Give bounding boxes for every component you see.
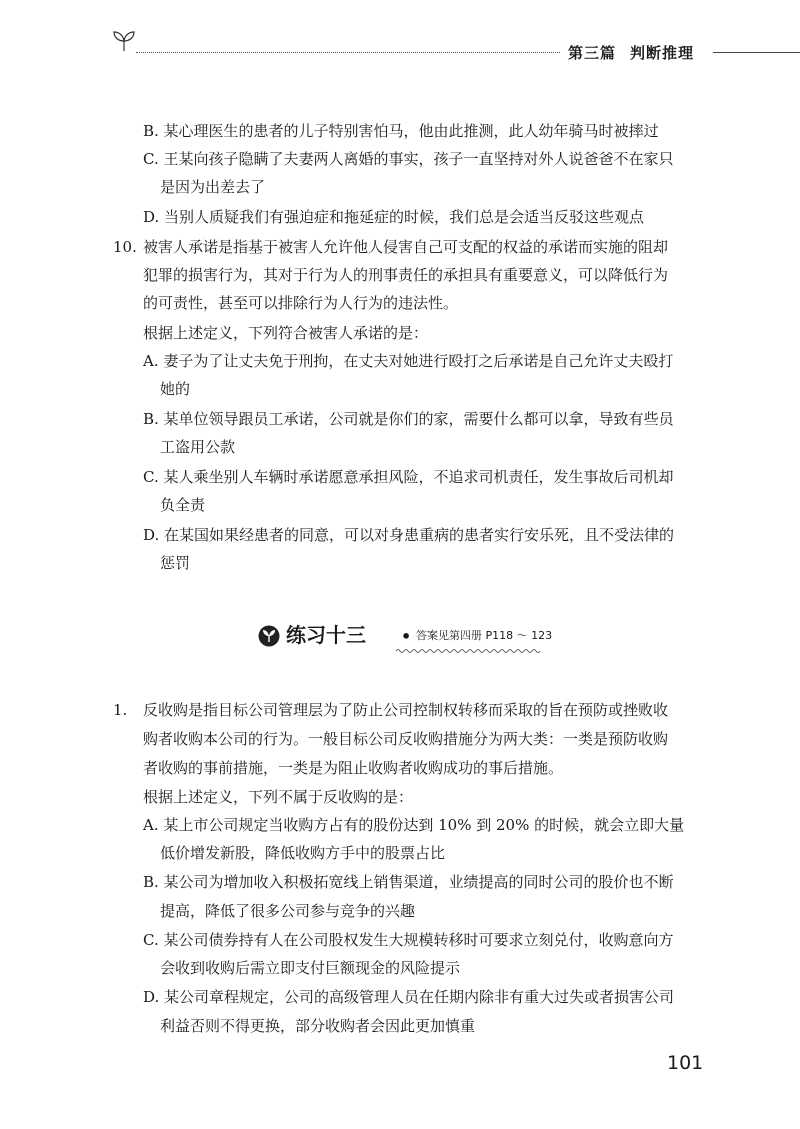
q10-stem-line: 的可责性，甚至可以排除行为人行为的违法性。 <box>143 294 459 312</box>
q1-option-b-cont: 提高，降低了很多公司参与竞争的兴趣 <box>160 902 416 920</box>
q9-option-b: B. 某心理医生的患者的儿子特别害怕马，他由此推测，此人幼年骑马时被摔过 <box>143 122 659 140</box>
q10-stem-line: 犯罪的损害行为，其对于行为人的刑事责任的承担具有重要意义，可以降低行为 <box>143 266 669 284</box>
leaf-badge-icon <box>258 625 280 647</box>
q1-option-a: A. 某上市公司规定当收购方占有的股份达到 10% 到 20% 的时候，就会立即大量 <box>143 816 685 834</box>
q10-option-c-cont: 负全责 <box>160 496 206 514</box>
page-header <box>0 0 800 80</box>
q10-option-a: A. 妻子为了让丈夫免于刑拘，在丈夫对她进行殴打之后承诺是自己允许丈夫殴打 <box>143 352 674 370</box>
q1-number: 1. <box>113 701 128 719</box>
exercise-title: 练习十三 <box>286 623 366 647</box>
q9-option-c: C. 王某向孩子隐瞒了夫妻两人离婚的事实，孩子一直坚持对外人说爸爸不在家只 <box>143 150 674 168</box>
q9-option-c-cont: 是因为出差去了 <box>160 178 266 196</box>
wavy-underline <box>396 648 542 654</box>
q9-option-d: D. 当别人质疑我们有强迫症和拖延症的时候，我们总是会适当反驳这些观点 <box>143 208 645 226</box>
header-rule-right <box>713 52 800 53</box>
q10-option-c: C. 某人乘坐别人车辆时承诺愿意承担风险，不追求司机责任，发生事故后司机却 <box>143 468 674 486</box>
q10-stem-line: 被害人承诺是指基于被害人允许他人侵害自己可支配的权益的承诺而实施的阻却 <box>143 238 669 256</box>
sprout-icon <box>110 30 138 52</box>
q1-stem-line: 购者收购本公司的行为。一般目标公司反收购措施分为两大类：一类是预防收购 <box>143 730 669 748</box>
q1-option-d-cont: 利益否则不得更换，部分收购者会因此更加慎重 <box>160 1017 476 1035</box>
q10-option-d-cont: 惩罚 <box>160 554 191 572</box>
q1-option-a-cont: 低价增发新股，降低收购方手中的股票占比 <box>160 844 446 862</box>
q1-option-c: C. 某公司债券持有人在公司股权发生大规模转移时可要求立刻兑付，收购意向方 <box>143 931 674 949</box>
q10-option-a-cont: 她的 <box>160 380 191 398</box>
header-rule-left <box>136 52 560 53</box>
q10-option-b-cont: 工盗用公款 <box>160 438 236 456</box>
q10-prompt: 根据上述定义，下列符合被害人承诺的是： <box>143 324 429 342</box>
q1-option-c-cont: 会收到收购后需立即支付巨额现金的风险提示 <box>160 959 461 977</box>
header-title <box>568 42 694 63</box>
page-number: 101 <box>667 1052 704 1074</box>
q10-option-d: D. 在某国如果经患者的同意，可以对身患重病的患者实行安乐死，且不受法律的 <box>143 526 675 544</box>
q10-number: 10. <box>113 238 137 256</box>
q1-stem-line: 者收购的事前措施，一类是为阻止收购者收购成功的事后措施。 <box>143 759 564 777</box>
q1-option-b: B. 某公司为增加收入积极拓宽线上销售渠道，业绩提高的同时公司的股价也不断 <box>143 873 674 891</box>
q1-prompt: 根据上述定义，下列不属于反收购的是： <box>143 788 414 806</box>
q1-option-d: D. 某公司章程规定，公司的高级管理人员在任期内除非有重大过失或者损害公司 <box>143 988 675 1006</box>
header-chapter: 判断推理 <box>630 44 695 62</box>
exercise-separator: • <box>401 627 412 646</box>
q1-stem-line: 反收购是指目标公司管理层为了防止公司控制权转移而采取的旨在预防或挫败收 <box>143 701 669 719</box>
q10-option-b: B. 某单位领导跟员工承诺，公司就是你们的家，需要什么都可以拿，导致有些员 <box>143 410 674 428</box>
header-section: 第三篇 <box>568 44 617 62</box>
exercise-answer-reference: 答案见第四册 P118 ～ 123 <box>416 629 553 642</box>
